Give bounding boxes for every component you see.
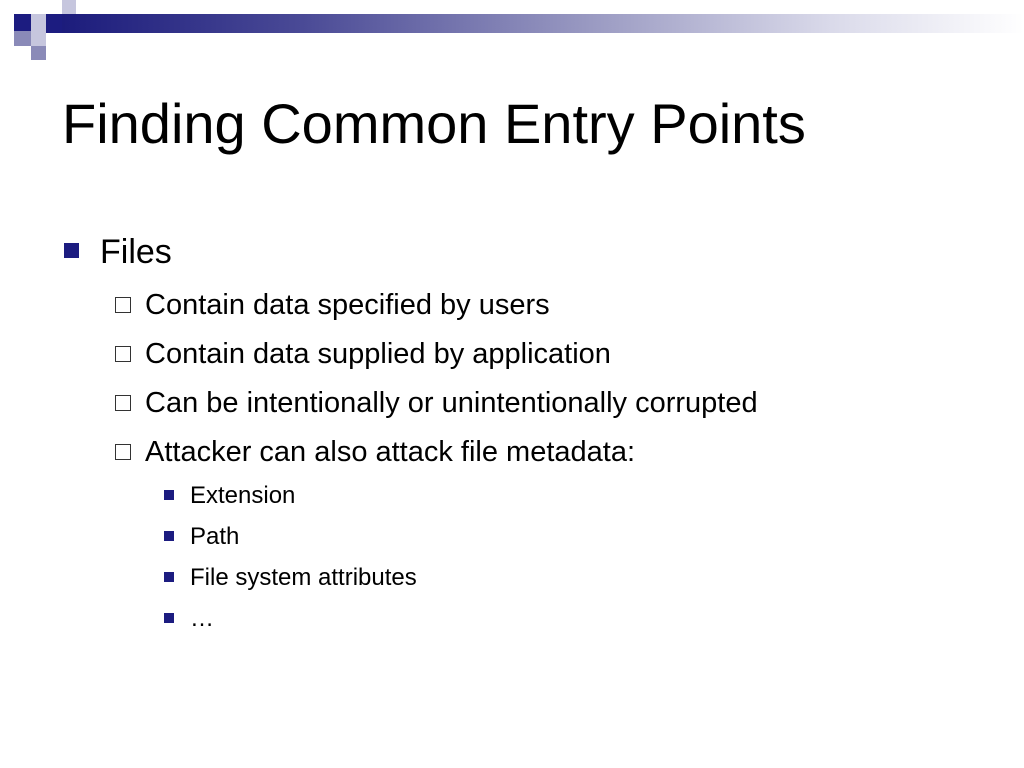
square-bullet-icon — [164, 490, 174, 500]
square-bullet-icon — [64, 243, 79, 258]
bullet-text: Path — [190, 523, 240, 550]
bullet-text: Attacker can also attack file metadata: — [145, 436, 636, 468]
bullet-text: Files — [100, 233, 172, 271]
hollow-square-bullet-icon — [115, 395, 131, 411]
bullet-text: Extension — [190, 482, 296, 509]
hollow-square-bullet-icon — [115, 297, 131, 313]
square-bullet-icon — [164, 531, 174, 541]
bullet-text: Contain data supplied by application — [145, 338, 611, 370]
bullet-text: Can be intentionally or unintentionally corrupted — [145, 387, 758, 419]
hollow-square-bullet-icon — [115, 346, 131, 362]
bullet-text: File system attributes — [190, 564, 417, 591]
hollow-square-bullet-icon — [115, 444, 131, 460]
bullet-text: … — [190, 605, 214, 632]
square-bullet-icon — [164, 613, 174, 623]
square-bullet-icon — [164, 572, 174, 582]
slide-title: Finding Common Entry Points — [62, 92, 806, 155]
bullet-text: Contain data specified by users — [145, 289, 550, 321]
